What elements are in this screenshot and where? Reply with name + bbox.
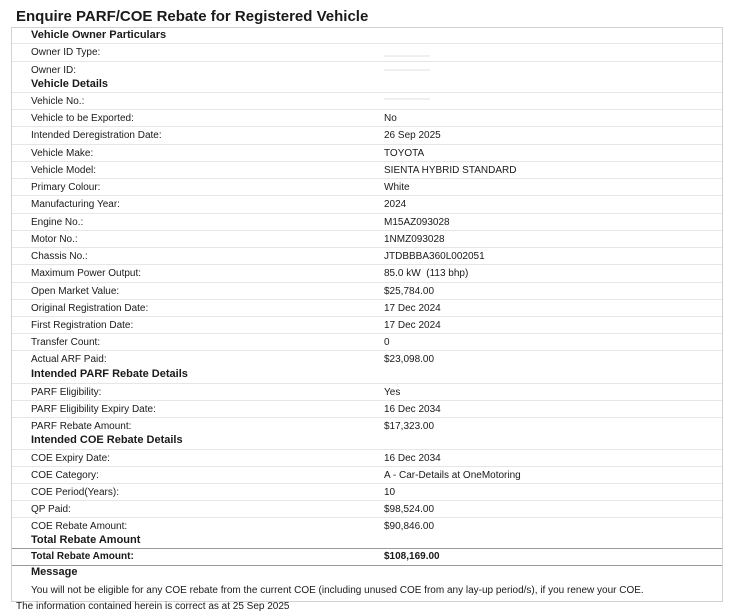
parf-expiry-row — [12, 400, 722, 418]
chassis-no-value: JTDBBBA360L002051 — [384, 251, 485, 262]
vehicle-model-value: SIENTA HYBRID STANDARD — [384, 165, 517, 176]
coe-period-value: 10 — [384, 487, 396, 498]
coe-expiry-row — [12, 449, 722, 467]
engine-no-value: M15AZ093028 — [384, 217, 450, 228]
manufacturing-year-label: Manufacturing Year: — [31, 199, 120, 210]
vehicle-exported-row — [12, 109, 722, 127]
coe-category-value: A - Car-Details at OneMotoring — [384, 470, 521, 481]
total-rebate-label: Total Rebate Amount: — [31, 551, 134, 562]
owner-id-value — [384, 65, 430, 76]
coe-category-label: COE Category: — [31, 470, 99, 481]
coe-expiry-value: 16 Dec 2034 — [384, 453, 441, 464]
parf-eligibility-value: Yes — [384, 387, 401, 398]
total-divider-bottom — [12, 565, 722, 566]
deregistration-date-row — [12, 126, 722, 144]
deregistration-date-label: Intended Deregistration Date: — [31, 130, 162, 141]
parf-expiry-label: PARF Eligibility Expiry Date: — [31, 404, 156, 415]
first-registration-row — [12, 316, 722, 334]
coe-renewal-message: You will not be eligible for any COE rebate from the current COE (including unused COE from any lay-up period/s), if you renew your COE. — [31, 585, 644, 596]
motor-no-label: Motor No.: — [31, 234, 78, 245]
coe-period-row — [12, 483, 722, 501]
page-title: Enquire PARF/COE Rebate for Registered Vehicle — [16, 8, 369, 25]
vehicle-make-row — [12, 144, 722, 162]
coe-rebate-value: $90,846.00 — [384, 521, 435, 532]
engine-no-row — [12, 213, 722, 231]
coe-section-heading: Intended COE Rebate Details — [31, 434, 183, 446]
parf-eligibility-row — [12, 383, 722, 401]
max-power-row — [12, 264, 722, 282]
arf-paid-label: Actual ARF Paid: — [31, 354, 107, 365]
primary-colour-row — [12, 178, 722, 196]
vehicle-exported-value: No — [384, 113, 397, 124]
transfer-count-value: 0 — [384, 337, 390, 348]
original-registration-row — [12, 299, 722, 317]
omv-row — [12, 282, 722, 300]
motor-no-value: 1NMZ093028 — [384, 234, 445, 245]
owner-id-type-row — [12, 43, 722, 61]
total-section-heading: Total Rebate Amount — [31, 534, 141, 546]
first-registration-label: First Registration Date: — [31, 320, 134, 331]
qp-paid-value: $98,524.00 — [384, 504, 435, 515]
arf-paid-row — [12, 350, 722, 368]
vehicle-no-value — [384, 94, 430, 105]
vehicle-no-row — [12, 92, 722, 110]
parf-expiry-value: 16 Dec 2034 — [384, 404, 441, 415]
vehicle-model-label: Vehicle Model: — [31, 165, 97, 176]
omv-value: $25,784.00 — [384, 286, 435, 297]
vehicle-exported-label: Vehicle to be Exported: — [31, 113, 134, 124]
chassis-no-label: Chassis No.: — [31, 251, 88, 262]
primary-colour-value: White — [384, 182, 410, 193]
arf-paid-value: $23,098.00 — [384, 354, 435, 365]
manufacturing-year-row — [12, 195, 722, 213]
qp-paid-row — [12, 500, 722, 518]
owner-id-label: Owner ID: — [31, 65, 77, 76]
parf-eligibility-label: PARF Eligibility: — [31, 387, 102, 398]
original-registration-value: 17 Dec 2024 — [384, 303, 441, 314]
coe-rebate-row — [12, 517, 722, 535]
first-registration-value: 17 Dec 2024 — [384, 320, 441, 331]
motor-no-row — [12, 230, 722, 248]
engine-no-label: Engine No.: — [31, 217, 84, 228]
coe-expiry-label: COE Expiry Date: — [31, 453, 110, 464]
total-rebate-row — [12, 548, 722, 565]
transfer-count-row — [12, 333, 722, 351]
vehicle-make-label: Vehicle Make: — [31, 148, 94, 159]
vehicle-make-value: TOYOTA — [384, 148, 425, 159]
message-section-heading: Message — [31, 566, 78, 578]
vehicle-section-heading: Vehicle Details — [31, 78, 109, 90]
original-registration-label: Original Registration Date: — [31, 303, 149, 314]
parf-rebate-label: PARF Rebate Amount: — [31, 421, 132, 432]
max-power-label: Maximum Power Output: — [31, 268, 142, 279]
vehicle-no-label: Vehicle No.: — [31, 96, 85, 107]
parf-section-heading: Intended PARF Rebate Details — [31, 368, 188, 380]
parf-rebate-value: $17,323.00 — [384, 421, 435, 432]
deregistration-date-value: 26 Sep 2025 — [384, 130, 441, 141]
coe-period-label: COE Period(Years): — [31, 487, 119, 498]
chassis-no-row — [12, 247, 722, 265]
omv-label: Open Market Value: — [31, 286, 120, 297]
owner-id-row — [12, 61, 722, 79]
qp-paid-label: QP Paid: — [31, 504, 71, 515]
transfer-count-label: Transfer Count: — [31, 337, 101, 348]
coe-category-row — [12, 466, 722, 484]
vehicle-model-row — [12, 161, 722, 179]
parf-rebate-row — [12, 417, 722, 435]
information-date-note: The information contained herein is correct as at 25 Sep 2025 — [16, 601, 290, 612]
max-power-value: 85.0 kW (113 bhp) — [384, 268, 469, 279]
owner-section-heading: Vehicle Owner Particulars — [31, 29, 167, 41]
primary-colour-label: Primary Colour: — [31, 182, 101, 193]
coe-rebate-label: COE Rebate Amount: — [31, 521, 128, 532]
owner-id-type-label: Owner ID Type: — [31, 47, 101, 58]
manufacturing-year-value: 2024 — [384, 199, 407, 210]
total-rebate-value: $108,169.00 — [384, 551, 440, 562]
